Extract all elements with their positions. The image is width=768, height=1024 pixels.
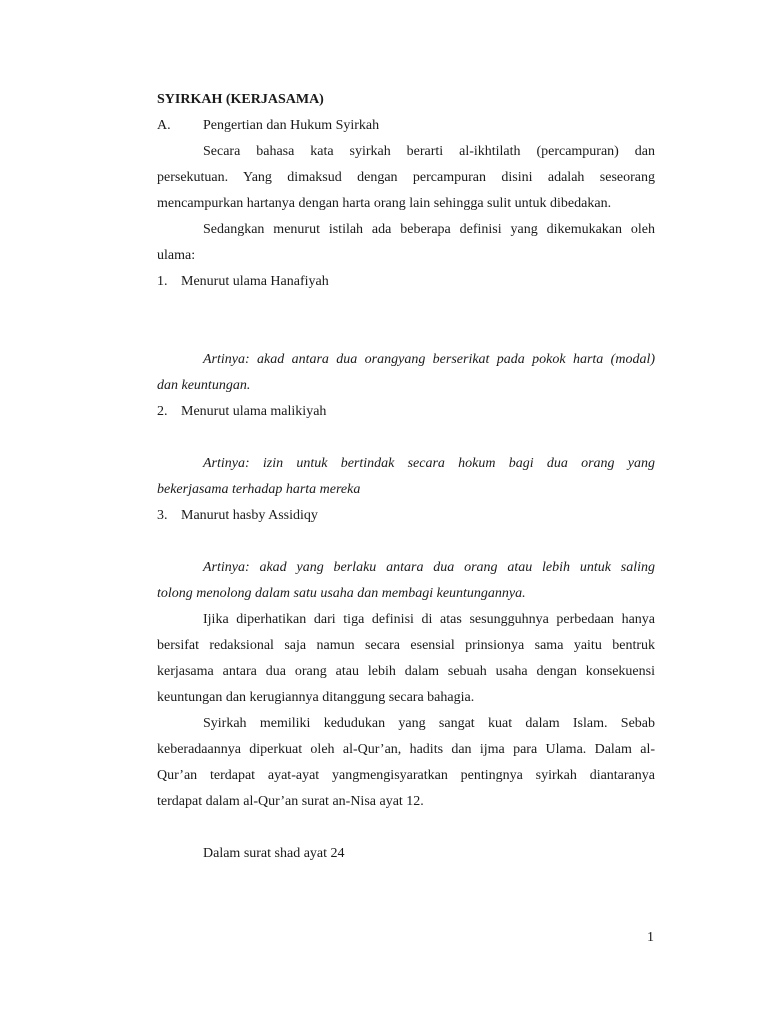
section-heading-text: Pengertian dan Hukum Syirkah — [203, 118, 380, 133]
list-item-malikiyah — [157, 399, 655, 425]
page-number: 1 — [647, 930, 654, 945]
section-heading — [157, 113, 655, 139]
paragraph-line: keberadaannya diperkuat oleh al-Qur’an, hadits dan ijma para Ulama. Dalam al- — [157, 742, 655, 757]
paragraph-line: Ijika diperhatikan dari tiga definisi di atas sesungguhnya perbedaan hanya — [203, 612, 655, 627]
translation-hanafiyah — [157, 347, 655, 399]
paragraph-line: ulama: — [157, 248, 196, 263]
translation-malikiyah — [157, 451, 655, 503]
document-page — [157, 87, 655, 867]
arabic-text-placeholder — [157, 529, 655, 555]
paragraph-line: Sedangkan menurut istilah ada beberapa definisi yang dikemukakan oleh — [203, 222, 655, 237]
paragraph-comparison — [157, 607, 655, 711]
translation-line: Artinya: akad antara dua orangyang berserikat pada pokok harta (modal) — [203, 352, 655, 367]
paragraph-line: mencampurkan hartanya dengan harta orang lain sehingga sulit untuk dibedakan. — [157, 196, 612, 211]
translation-line: tolong menolong dalam satu usaha dan membagi keuntungannya. — [157, 586, 526, 601]
section-letter: A. — [157, 118, 171, 133]
paragraph-line: Qur’an terdapat ayat-ayat yangmengisyaratkan pentingnya syirkah diantaranya — [157, 768, 655, 783]
translation-line: bekerjasama terhadap harta mereka — [157, 482, 361, 497]
arabic-text-placeholder — [157, 425, 655, 451]
list-item-text: Menurut ulama Hanafiyah — [181, 274, 329, 289]
arabic-text-placeholder — [157, 815, 655, 841]
paragraph-line: keuntungan dan kerugiannya ditanggung secara bahagia. — [157, 690, 475, 705]
paragraph-line: Syirkah memiliki kedudukan yang sangat kuat dalam Islam. Sebab — [203, 716, 655, 731]
document-title: SYIRKAH (KERJASAMA) — [157, 92, 324, 107]
translation-line: dan keuntungan. — [157, 378, 251, 393]
paragraph-line: kerjasama antara dua orang atau lebih dalam sebuah usaha dengan konsekuensi — [157, 664, 655, 679]
translation-line: Artinya: akad yang berlaku antara dua orang atau lebih untuk saling — [203, 560, 655, 575]
list-item-text: Manurut hasby Assidiqy — [181, 508, 318, 523]
arabic-text-placeholder — [157, 295, 655, 347]
list-item-hanafiyah — [157, 269, 655, 295]
translation-line: Artinya: izin untuk bertindak secara hokum bagi dua orang yang — [203, 456, 655, 471]
paragraph-line: terdapat dalam al-Qur’an surat an-Nisa ayat 12. — [157, 794, 424, 809]
paragraph-line: persekutuan. Yang dimaksud dengan percampuran disini adalah seseorang — [157, 170, 655, 185]
paragraph-definition-bahasa — [157, 139, 655, 217]
list-number: 3. — [157, 508, 168, 523]
paragraph-line: bersifat redaksional saja namun secara esensial prinsionya sama yaitu bentruk — [157, 638, 655, 653]
paragraph-definition-istilah — [157, 217, 655, 269]
paragraph-legal-basis — [157, 711, 655, 815]
list-item-hasby — [157, 503, 655, 529]
translation-hasby — [157, 555, 655, 607]
paragraph-line: Secara bahasa kata syirkah berarti al-ikhtilath (percampuran) dan — [203, 144, 655, 159]
list-number: 2. — [157, 404, 168, 419]
list-number: 1. — [157, 274, 168, 289]
list-item-text: Menurut ulama malikiyah — [181, 404, 327, 419]
paragraph-shad: Dalam surat shad ayat 24 — [203, 846, 345, 861]
